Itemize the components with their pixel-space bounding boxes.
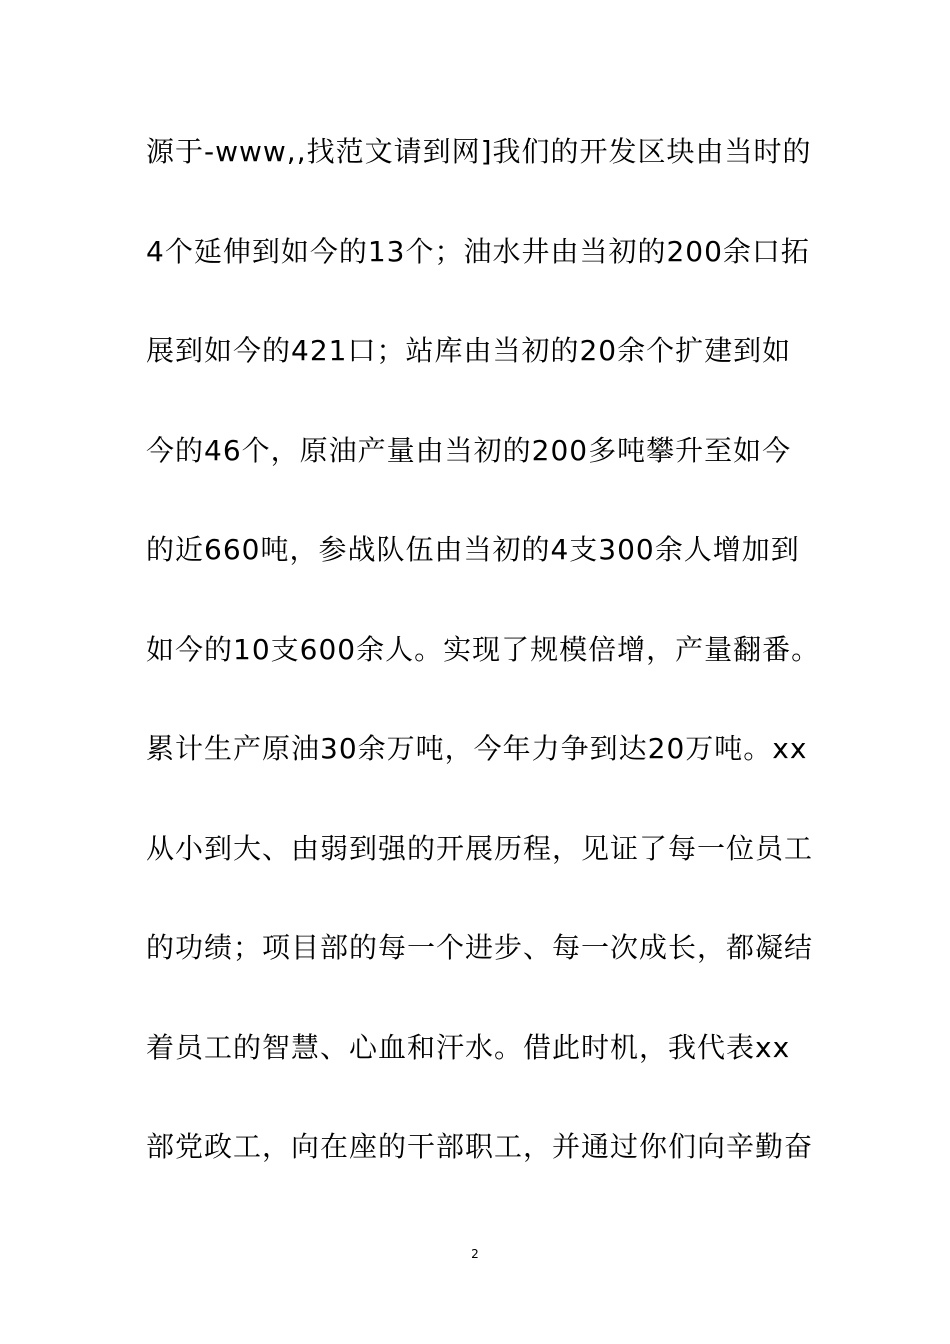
text-line: 如今的10支600余人。实现了规模倍增，产量翻番。 bbox=[146, 632, 821, 666]
text-line: 的近660吨，参战队伍由当初的4支300余人增加到 bbox=[146, 533, 800, 566]
body-text bbox=[146, 128, 846, 1223]
text-line: 着员工的智慧、心血和汗水。借此时机，我代表xx bbox=[146, 1030, 791, 1064]
text-line: 从小到大、由弱到强的开展历程，见证了每一位员工 bbox=[146, 831, 814, 865]
text-line: 累计生产原油30余万吨，今年力争到达20万吨。xx bbox=[146, 732, 808, 765]
text-line: 的功绩；项目部的每一个进步、每一次成长，都凝结 bbox=[146, 931, 814, 964]
text-line: 4个延伸到如今的13个；油水井由当初的200余口拓 bbox=[146, 234, 810, 268]
text-line: 展到如今的421口；站库由当初的20余个扩建到如 bbox=[146, 334, 792, 367]
text-line: 源于-www,,找范文请到网]我们的开发区块由当时的 bbox=[146, 135, 812, 168]
text-line: 今的46个，原油产量由当初的200多吨攀升至如今 bbox=[146, 433, 792, 467]
text-line: 部党政工，向在座的干部职工，并通过你们向辛勤奋 bbox=[146, 1130, 814, 1163]
page-number: 2 bbox=[471, 1247, 479, 1261]
